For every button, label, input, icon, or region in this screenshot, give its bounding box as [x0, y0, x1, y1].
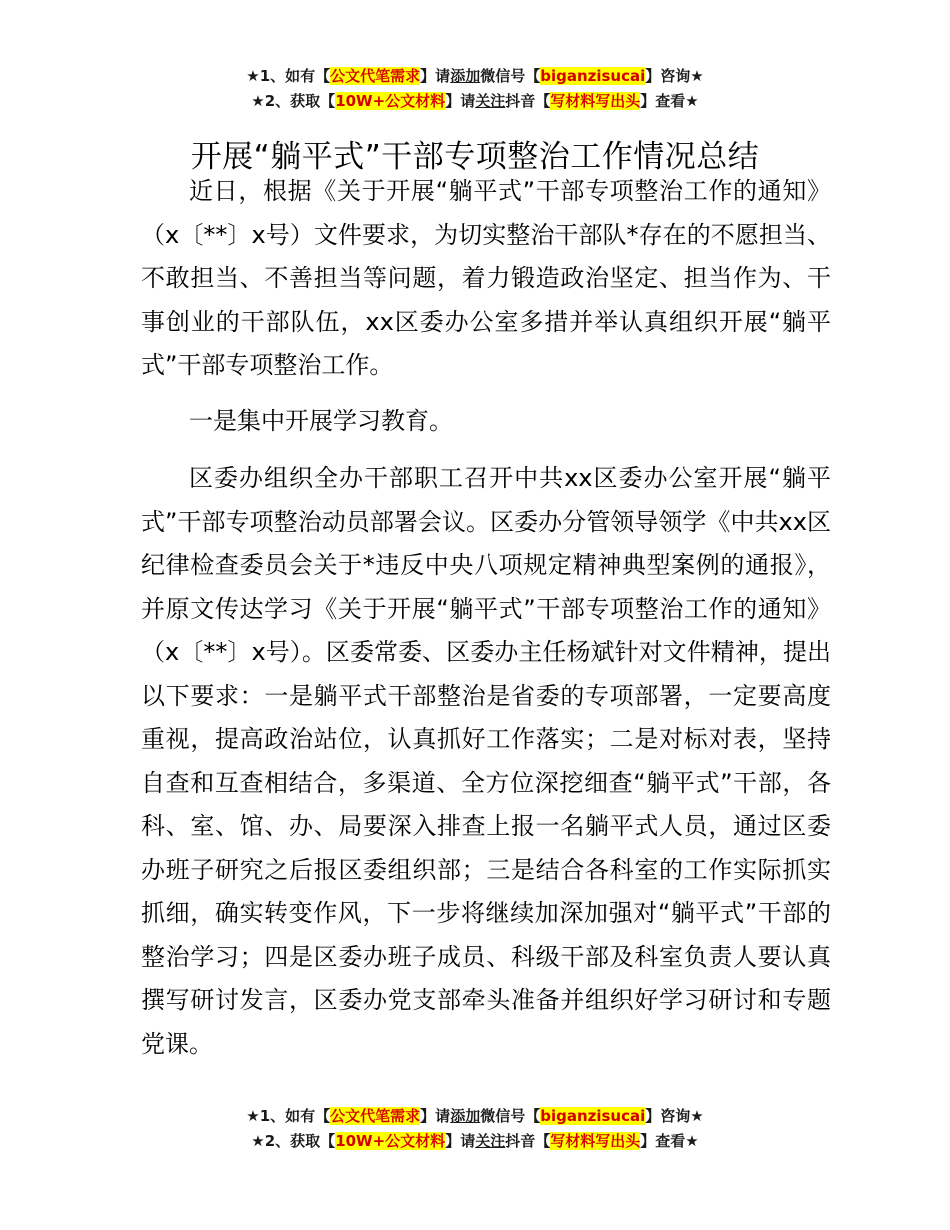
- section-heading: 一是集中开展学习教育。: [189, 406, 453, 435]
- promo-underlined: 添加: [450, 1107, 481, 1125]
- promo-text: 抖音【: [505, 92, 551, 110]
- promo-line-1: [0, 1104, 950, 1129]
- promo-highlight: 公文代笔需求: [330, 1107, 421, 1125]
- promo-line-2: [0, 1129, 950, 1154]
- promo-highlight: 写材料写出头: [550, 92, 641, 110]
- promo-highlight: biganzisucai: [540, 1107, 646, 1125]
- promo-text: ★2、获取【: [251, 1132, 336, 1150]
- promo-text: 】查看★: [640, 1132, 699, 1150]
- promo-text: ★1、如有【: [246, 67, 331, 85]
- promo-text: 】查看★: [640, 92, 699, 110]
- promo-highlight: 写材料写出头: [550, 1132, 641, 1150]
- promo-highlight: 公文代笔需求: [330, 67, 421, 85]
- promo-text: 抖音【: [505, 1132, 551, 1150]
- top-promo-banner: [0, 64, 950, 114]
- promo-text: 】咨询★: [645, 67, 704, 85]
- promo-highlight: biganzisucai: [540, 67, 646, 85]
- promo-text: 微信号【: [480, 1107, 541, 1125]
- promo-line-2: [0, 89, 950, 114]
- body-paragraph: 区委办组织全办干部职工召开中共xx区委办公室开展“躺平式”干部专项整治动员部署会议。区委办分管领导领学《中共xx区纪律检查委员会关于*违反中央八项规定精神典型案例的通报》，并原文传达学习《关于开展“躺平式”干部专项整治工作的通知》（x〔**〕x号）。区委常委、区委办主任杨斌针对文件精神，提出以下要求：一是躺平式干部整治是省委的专项部署，一定要高度重视，提高政治站位，认真抓好工作落实；二是对标对表，坚持自查和互查相结合，多渠道、全方位深挖细查“躺平式”干部，各科、室、馆、办、局要深入排查上报一名躺平式人员，通过区委办班子研究之后报区委组织部；三是结合各科室的工作实际抓实抓细，确实转变作风，下一步将继续加深加强对“躺平式”干部的整治学习；四是区委办班子成员、科级干部及科室负责人要认真撰写研讨发言，区委办党支部牵头准备并组织好学习研讨和专题党课。: [141, 464, 831, 1058]
- promo-underlined: 添加: [450, 67, 481, 85]
- promo-text: ★2、获取【: [251, 92, 336, 110]
- promo-text: 】咨询★: [645, 1107, 704, 1125]
- document-title: 开展“躺平式”干部专项整治工作情况总结: [190, 138, 760, 175]
- promo-highlight: 10W+公文材料: [335, 1132, 446, 1150]
- promo-highlight: 10W+公文材料: [335, 92, 446, 110]
- promo-text: ★1、如有【: [246, 1107, 331, 1125]
- promo-text: 微信号【: [480, 67, 541, 85]
- promo-text: 】请: [420, 1107, 451, 1125]
- promo-underlined: 关注: [475, 92, 506, 110]
- promo-underlined: 关注: [475, 1132, 506, 1150]
- bottom-promo-banner: [0, 1104, 950, 1154]
- document-body: [141, 170, 831, 1074]
- promo-text: 】请: [445, 92, 476, 110]
- promo-text: 】请: [420, 67, 451, 85]
- body-paragraph: 近日，根据《关于开展“躺平式”干部专项整治工作的通知》（x〔**〕x号）文件要求，为切实整治干部队*存在的不愿担当、不敢担当、不善担当等问题，着力锻造政治坚定、担当作为、干事创业的干部队伍，xx区委办公室多措并举认真组织开展“躺平式”干部专项整治工作。: [141, 177, 831, 379]
- promo-text: 】请: [445, 1132, 476, 1150]
- promo-line-1: [0, 64, 950, 89]
